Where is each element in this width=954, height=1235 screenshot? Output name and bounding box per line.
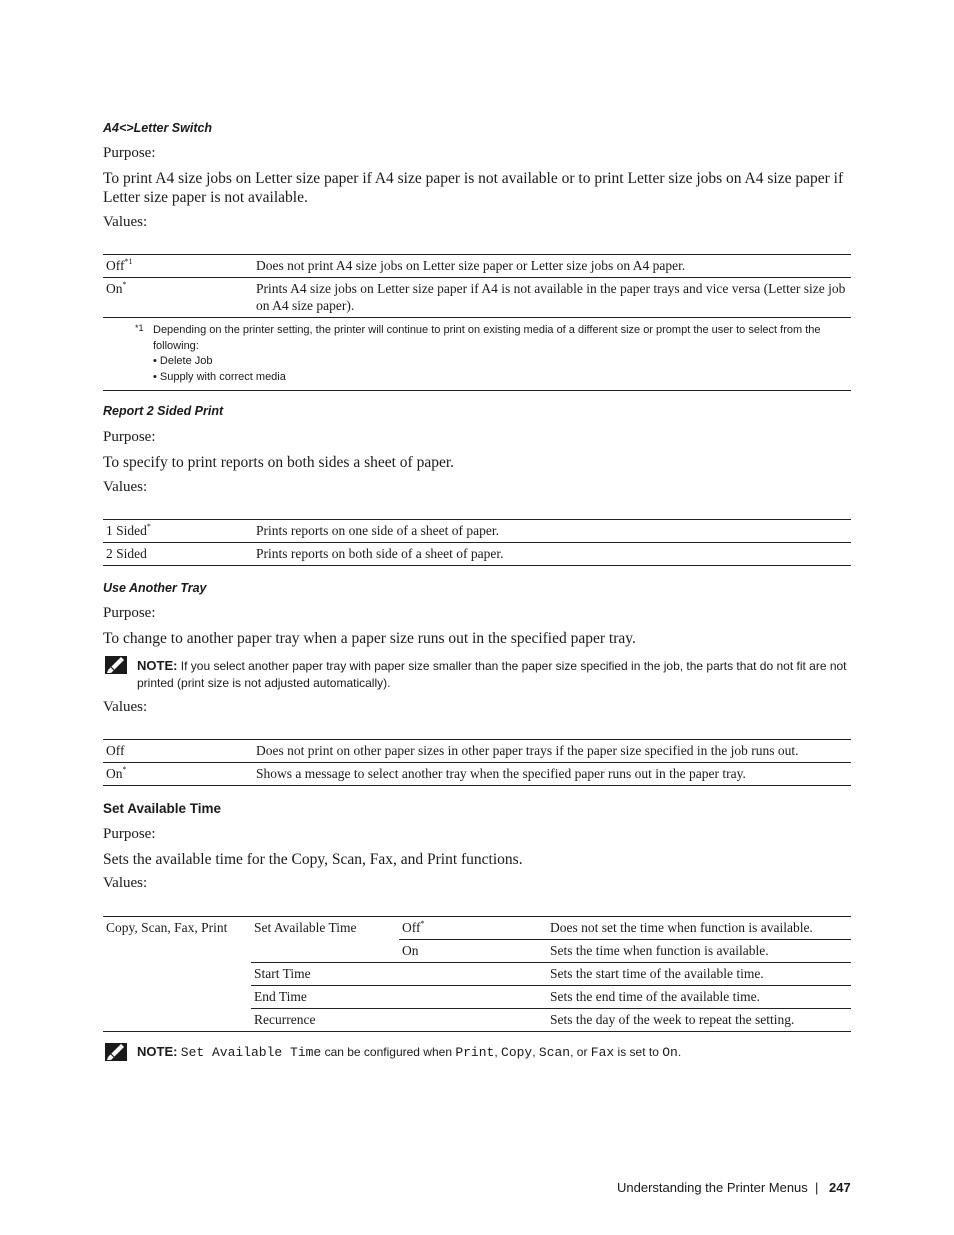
note xyxy=(137,657,849,692)
values-label: Values: xyxy=(103,214,148,230)
purpose-label: Purpose: xyxy=(103,145,156,161)
section-heading-a4-letter-switch: A4<>Letter Switch xyxy=(103,121,213,135)
purpose-text: To change to another paper tray when a paper size runs out in the specified paper tray. xyxy=(103,630,636,647)
note-label: NOTE: xyxy=(137,658,178,673)
value-cell: 1 Sided* xyxy=(103,520,253,543)
footnote-bullet: • Supply with correct media xyxy=(153,370,286,383)
values-label: Values: xyxy=(103,875,148,891)
note: NOTE: Set Available Time can be configured when Print, Copy, Scan, or Fax is set to On. xyxy=(137,1044,682,1060)
footer-title: Understanding the Printer Menus xyxy=(617,1180,808,1195)
page-number: 247 xyxy=(829,1180,851,1195)
value-cell: On* xyxy=(103,763,253,786)
purpose-text: To print A4 size jobs on Letter size paper if A4 size paper is not available or to print Letter size jobs on A4 size paper if Letter size paper is not available. xyxy=(103,170,844,206)
value-cell: Off* xyxy=(399,917,547,940)
function-cell: Copy, Scan, Fax, Print xyxy=(103,917,251,1032)
note-pencil-icon xyxy=(105,1043,127,1061)
note-pencil-icon xyxy=(105,656,127,674)
note-text: If you select another paper tray with paper size smaller than the paper size specified in the job, the parts that do not fit are not printed (print size is not adjusted automatically). xyxy=(137,659,847,690)
table-row xyxy=(103,917,851,940)
setting-cell: Recurrence xyxy=(251,1009,547,1032)
table-row xyxy=(103,278,851,318)
description-cell: Sets the time when function is available. xyxy=(547,940,851,963)
table-row xyxy=(103,255,851,278)
footnote-text: Depending on the printer setting, the printer will continue to print on existing media of a different size or prompt the user to select from the following: xyxy=(153,324,821,352)
purpose-text: Sets the available time for the Copy, Scan, Fax, and Print functions. xyxy=(103,851,523,868)
description-cell: Shows a message to select another tray when the specified paper runs out in the paper tray. xyxy=(253,763,851,786)
table-row xyxy=(103,520,851,543)
values-table-a4-letter xyxy=(103,254,851,318)
values-table-use-another-tray xyxy=(103,739,851,786)
description-cell: Prints reports on both side of a sheet of paper. xyxy=(253,543,851,566)
description-cell: Sets the end time of the available time. xyxy=(547,986,851,1009)
section-heading-use-another-tray: Use Another Tray xyxy=(103,581,207,595)
description-cell: Sets the day of the week to repeat the setting. xyxy=(547,1009,851,1032)
table-row xyxy=(103,740,851,763)
table-row xyxy=(103,543,851,566)
description-cell: Prints A4 size jobs on Letter size paper if A4 is not available in the paper trays and vice versa (Letter size job on A4 size paper). xyxy=(253,278,851,318)
purpose-text: To specify to print reports on both sides a sheet of paper. xyxy=(103,454,455,471)
description-cell: Does not print A4 size jobs on Letter size paper or Letter size jobs on A4 paper. xyxy=(253,255,851,278)
description-cell: Prints reports on one side of a sheet of paper. xyxy=(253,520,851,543)
section-heading-report-2-sided: Report 2 Sided Print xyxy=(103,404,224,418)
setting-cell: Set Available Time xyxy=(251,917,399,963)
values-table-report-2-sided xyxy=(103,519,851,566)
footnote-bullet: • Delete Job xyxy=(153,355,213,367)
setting-cell: End Time xyxy=(251,986,547,1009)
description-cell: Does not print on other paper sizes in other paper trays if the paper size specified in the job runs out. xyxy=(253,740,851,763)
value-cell: Off$^{*1}$ xyxy=(103,255,253,278)
section-heading-set-available-time: Set Available Time xyxy=(103,801,222,816)
table-row xyxy=(103,763,851,786)
values-label: Values: xyxy=(103,479,148,495)
values-table-set-available-time xyxy=(103,916,851,1032)
values-label: Values: xyxy=(103,699,148,715)
value-cell: 2 Sided xyxy=(103,543,253,566)
purpose-label: Purpose: xyxy=(103,826,156,842)
footer-separator: | xyxy=(815,1180,819,1195)
description-cell: Does not set the time when function is available. xyxy=(547,917,851,940)
setting-cell: Start Time xyxy=(251,963,547,986)
description-cell: Sets the start time of the available time. xyxy=(547,963,851,986)
purpose-label: Purpose: xyxy=(103,605,156,621)
footnote-mark: *1 xyxy=(135,323,144,333)
note-label: NOTE: xyxy=(137,1044,178,1059)
value-cell: On xyxy=(399,940,547,963)
value-cell: Off xyxy=(103,740,253,763)
purpose-label: Purpose: xyxy=(103,429,156,445)
footnote xyxy=(103,322,851,391)
value-cell: On* xyxy=(103,278,253,318)
